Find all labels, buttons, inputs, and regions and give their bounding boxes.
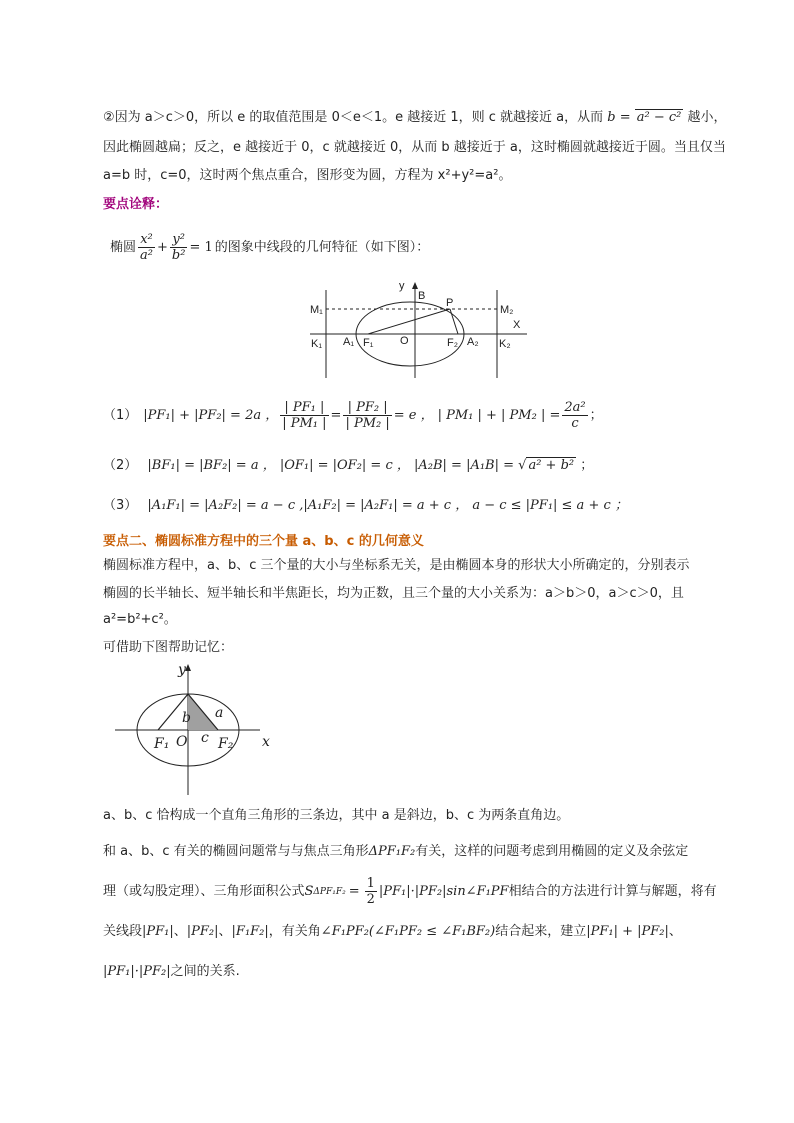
fig1-label-k1: K₁ bbox=[311, 338, 323, 350]
fig1-label-f2: F₂ bbox=[447, 337, 458, 349]
ellipse-directrix-figure bbox=[305, 278, 535, 382]
fraction-pf2-pm2: $\frac{\text{| PF₂ |}}{\text{| PM₂ |}}$ bbox=[345, 400, 390, 431]
para-1-line-2: 因此椭圆越扁；反之，e 越接近于 0，c 就越接近 0，从而 b 越接近于 a，这时椭圆就越接近于圆。当且仅当 bbox=[103, 140, 726, 155]
fig2-label-a: a bbox=[215, 705, 224, 721]
formula-1: （1） |PF₁| + |PF₂| = 2a ， $\frac{\text{| PF₁ |}}{\text{| PM₁ |}}$ = $\frac{\text{| PF₂ |}}{\text{| PM₂ |}}$ = e ， | PM₁ | + | PM₂ | = $\frac{\text{2a²}}{c}$ ； bbox=[103, 400, 603, 431]
fig2-label-b: b bbox=[182, 710, 191, 726]
para-2-line-3: a²=b²+c²。 bbox=[103, 612, 177, 627]
fig1-y-arrow bbox=[412, 282, 418, 289]
fig1-label-f1: F₁ bbox=[363, 337, 374, 349]
heading-key-point-two: 要点二、椭圆标准方程中的三个量 a、b、c 的几何意义 bbox=[103, 534, 424, 549]
fig2-label-c: c bbox=[201, 730, 209, 746]
para-5-line-2: 理（或勾股定理）、三角形面积公式 S ΔPF₁F₂ = $\frac{1}{2}$ |PF₁|·|PF₂|sin∠F₁PF 相结合的方法进行计算与解题，将有 bbox=[103, 876, 717, 907]
para-5-line-1: 和 a、b、c 有关的椭圆问题常与与焦点三角形ΔPF₁F₂有关，这样的问题考虑到用椭圆的定义及余弦定 bbox=[103, 844, 689, 859]
fig1-label-a2: A₂ bbox=[467, 336, 479, 348]
fig2-label-o: O bbox=[176, 734, 188, 750]
fig1-segment-pf1 bbox=[368, 309, 450, 334]
fig1-label-b: B bbox=[418, 290, 426, 302]
fig1-label-k2: K₂ bbox=[499, 338, 511, 350]
para-5-line-3: 关线段|PF₁|、|PF₂|、|F₁F₂|，有关角∠F₁PF₂(∠F₁PF₂ ≤ ∠F₁BF₂)结合起来，建立|PF₁| + |PF₂|、 bbox=[103, 924, 682, 939]
formula-3: （3） |A₁F₁| = |A₂F₂| = a − c ,|A₁F₂| = |A₂F₁| = a + c ， a − c ≤ |PF₁| ≤ a + c ； bbox=[103, 498, 628, 513]
fig1-label-y: y bbox=[399, 280, 405, 292]
formula-2: （2） |BF₁| = |BF₂| = a ， |OF₁| = |OF₂| = c ， |A₂B| = |A₁B| = √ a² + b² ； bbox=[103, 458, 594, 473]
fraction-2a2-c: $\frac{\text{2a²}}{c}$ bbox=[564, 400, 586, 431]
para-1-line-1: ②因为 a＞c＞0，所以 e 的取值范围是 0＜e＜1。e 越接近 1，则 c 就越接近 a，从而 b = a² − c² 越小， bbox=[103, 110, 727, 125]
fraction-x: $\frac{\text{x²}}{\text{a²}}$ bbox=[140, 232, 153, 263]
fig2-label-y: y bbox=[178, 662, 186, 678]
para-5-line-4: |PF₁|·|PF₂|之间的关系. bbox=[103, 964, 240, 979]
para-2-line-1: 椭圆标准方程中，a、b、c 三个量的大小与坐标系无关，是由椭圆本身的形状大小所确定的，分别表示 bbox=[103, 558, 690, 573]
para-2-line-2: 椭圆的长半轴长、短半轴长和半焦距长，均为正数，且三个量的大小关系为：a＞b＞0，a＞c＞0，且 bbox=[103, 586, 684, 601]
para-4: a、b、c 恰构成一个直角三角形的三条边，其中 a 是斜边，b、c 为两条直角边。 bbox=[103, 808, 570, 823]
para-1-line-3: a=b 时，c=0，这时两个焦点重合，图形变为圆，方程为 x²+y²=a²。 bbox=[103, 168, 512, 183]
fig1-segment-pf2 bbox=[450, 309, 458, 334]
ellipse-intro-line: 椭圆 $\frac{\text{x²}}{\text{a²}}$ + $\frac{\text{y²}}{\text{b²}}$ = 1 的图象中线段的几何特征（如下图）： bbox=[110, 232, 430, 263]
fig1-label-x: X bbox=[513, 319, 521, 331]
fig1-label-m2: M₂ bbox=[500, 304, 514, 316]
fig2-label-f2: F₂ bbox=[218, 736, 234, 752]
fig2-label-x: x bbox=[262, 734, 270, 750]
fig1-label-a1: A₁ bbox=[343, 336, 355, 348]
fraction-half: $\frac{1}{2}$ bbox=[366, 876, 375, 907]
fig2-label-f1: F₁ bbox=[154, 736, 170, 752]
fig1-label-p: P bbox=[446, 297, 454, 309]
heading-key-points-note: 要点诠释： bbox=[103, 197, 169, 212]
fraction-y: $\frac{\text{y²}}{\text{b²}}$ bbox=[171, 232, 186, 263]
fig1-label-o: O bbox=[400, 335, 409, 347]
para-3: 可借助下图帮助记忆： bbox=[103, 640, 234, 655]
fig1-label-m1: M₁ bbox=[310, 304, 323, 316]
fraction-pf1-pm1: $\frac{\text{| PF₁ |}}{\text{| PM₁ |}}$ bbox=[282, 400, 327, 431]
ellipse-triangle-figure bbox=[110, 660, 290, 800]
